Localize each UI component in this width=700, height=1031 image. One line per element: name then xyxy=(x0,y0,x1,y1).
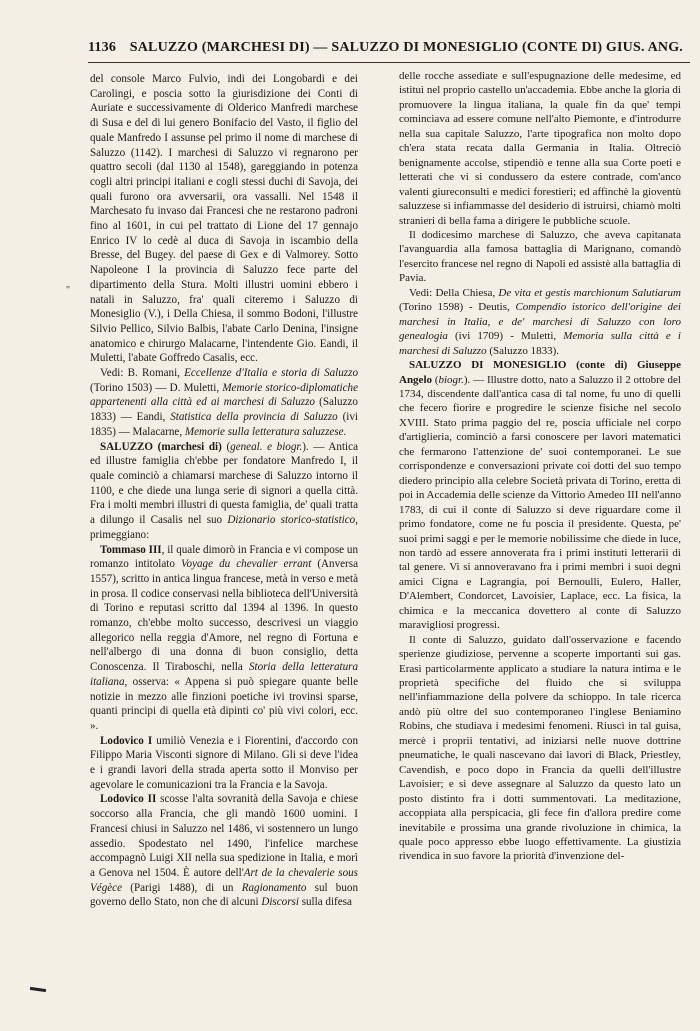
margin-mark: " xyxy=(66,285,71,296)
entry-paragraph: SALUZZO (marchesi di) (geneal. e biogr.). — Antica ed illustre famiglia ch'ebbe per fondatore Manfredo I, il quale cominciò a chiamarsi marchese di Saluzzo intorno il 1100, e che diede una lunga serie di signori a quella città. Fra i molti membri illustri di questa famiglia, de' quali tratta a dilungo il Casalis nel suo Dizionario storico-statistico, primeggiano: xyxy=(90,440,359,541)
page-header xyxy=(88,40,688,56)
page-number: 1136 xyxy=(88,40,117,55)
paragraph: Il dodicesimo marchese di Saluzzo, che aveva capitanata l'avanguardia alla famosa battaglia di Marignano, comandò l'esercito francese nel regno di Napoli ed assistè alla battaglia di Pavia. xyxy=(399,228,681,285)
paragraph: del console Marco Fulvio, indi dei Longobardi e dei Carolingi, e poscia sotto la giurisdizione dei Conti di Auriate e successivamente di Olderico Manfredi marchese di Susa e del di lui genero Bonifacio del Vasto, il figlio del quale Manfredo I assunse pel primo il nome di marchese di Saluzzo (1142). I marchesi di Saluzzo vi regnarono per quattro secoli (dal 1130 al 1548), gareggiando in potenza cogli altri principi italiani e cogli stessi duchi di Savoja, dei quali furono ora avversarii, ora vassalli. Nel 1548 il Marchesato fu invaso dai Francesi che ne restarono padroni fino al 1601, in cui pel trattato di Lione del 17 gennajo Enrico IV lo cedè al duca di Savoja in iscambio della Bresse, del Bugey. del paese di Gex e di Valmorey. Sotto Napoleone I la provincia di Saluzzo fece parte del dipartimento della Stura. Molti illustri uomini ebbero i natali in Saluzzo, fra' quali citeremo i Saluzzo di Monesiglio (V.), i Della Chiesa, il sommo Bodoni, l'illustre Silvio Pellico, Silvio Balbis, l'abate Carlo Denina, l'insigne anatomico e chirurgo Malacarne, l'intendente Gio. Eandi, il Muletti, l'abate Goffredo Casalis, ecc. xyxy=(90,73,358,365)
entry-paragraph: SALUZZO DI MONESIGLIO (conte di) Giuseppe Angelo (biogr.). — Illustre dotto, nato a Saluzzo il 2 ottobre del 1734, discendente dall'antica casa di tal nome, fu uno di quelli che fecero fiorire e progredire le scienze fisiche nel secolo XVIII. Stato prima paggio del re, poscia ufficiale nel corpo d'artiglieria, cominciò a farsi conoscere per lavori matematici che fermarono l'attenzione de' suoi contemporanei. Le sue corrispondenze e conversazioni private coi dotti del suo tempo diedero principio alla celebre Società privata di Torino, eretta di poi in Accademia delle scienze da Vittorio Amedeo III nell'anno 1783, di cui il conte di Saluzzo si deve riguardare come il primo fondatore, come ne fu poscia il presidente. Questa, pe' suoi primi saggi e per le memorie nobilissime che diede in luce, non tardò ad essere annoverata fra i primi instituti letterarii di tal genere. Vi si annoveravano fra i primi membri i suoi degni amici Cigna e Lagrangia, poi Bernoulli, Eulero, Haller, D'Alembert, Condorcet, Lavoisier, Laplace, ecc. La fisica, la chimica e la meccanica dovettero al conte di Saluzzo maravigliosi progressi. xyxy=(399,359,681,632)
paragraph: Il conte di Saluzzo, guidato dall'osservazione e facendo sperienze giudiziose, pervenne a scoperte importanti sui gas. Erasi particolarmente applicato a studiare la natura intima e le proprietà specifiche del fluido che si sviluppa nell'infiammazione della polvere da schioppo. In tale ricerca andò più oltre del suo contemporaneo l'inglese Beniamino Robins, che studiava i medesimi fenomeni. Riuscì in tal guisa, mercè i proprii tentativi, ad iniziarsi nelle nuove dottrine pneumatiche, le quali nascevano dai lavori di Black, Priestley, Cavendish, e poco dopo in Francia da quelli dell'illustre Lavoisier; e si deve assegnare al Saluzzo da questo lato un posto distinto fra i dotti summentovati. La meditazione, accoppiata alla perspicacia, gli fece fin d'allora predire come inevitabile e prossima una grande rivoluzione in chimica, la quale poco appresso ebbe luogo effettivamente. La giustizia rivendica in suo favore la priorità d'invenzione del- xyxy=(399,633,681,863)
left-column xyxy=(90,72,358,910)
ink-mark xyxy=(30,987,46,992)
entry-heading: SALUZZO DI MONESIGLIO (conte di) Giuseppe Angelo xyxy=(399,359,681,386)
paragraph: Tommaso III, il quale dimorò in Francia e vi compose un romanzo intitolato Voyage du chevalier errant (Anversa 1557), scritto in antica lingua francese, metà in verso e metà in prosa. Il codice conservasi nella biblioteca dell'Università di Torino e reputasi scritto dal 1394 al 1396. In questo romanzo, ch'ebbe molto successo, descrivesi un viaggio allegorico nella reggia d'Amore, nel regno di Fortuna e nell'albergo di una donna di buon consiglio, detta Conoscenza. Il Tiraboschi, nella Storia della letteratura italiana, osserva: « Appena si può spiegare quante belle notizie in mezzo alle finzioni poetiche ivi trovinsi sparse, quanti principi di quella età dipinti co' più vivi colori, ecc. ». xyxy=(90,543,359,732)
running-title: SALUZZO (MARCHESI DI) — SALUZZO DI MONESIGLIO (CONTE DI) GIUS. ANG. xyxy=(129,40,683,55)
right-column xyxy=(399,69,681,864)
paragraph: Vedi: B. Romani, Eccellenze d'Italia e storia di Saluzzo (Torino 1503) — D. Muletti, Memorie storico-diplomatiche appartenenti alla città ed ai marchesi di Saluzzo (Saluzzo 1833) — Eandi, Statistica della provincia di Saluzzo (ivi 1835) — Malacarne, Memorie sulla letteratura saluzzese. xyxy=(90,367,358,438)
paragraph: Lodovico II scosse l'alta sovranità della Savoja e chiese soccorso alla Francia, che gli mandò 1600 uomini. I Francesi chiusi in Saluzzo nel 1486, vi sostennero un lungo assedio. Spodestato nel 1490, l'infelice marchese accompagnò Luigi XII nella sua spedizione in Italia, e morì a Genova nel 1504. È autore dell'Art de la chevalerie sous Végèce (Parigi 1488), di un Ragionamento sul buon governo dello Stato, non che di alcuni Discorsi sulla difesa xyxy=(90,793,359,909)
paragraph: Lodovico I umiliò Venezia e i Fiorentini, d'accordo con Filippo Maria Visconti signore di Milano. Gli si deve l'idea e i grandi lavori della strada aperta sotto il Monviso per agevolare le comunicazioni tra la Francia e la Savoja. xyxy=(90,734,358,791)
paragraph: delle rocche assediate e sull'espugnazione delle medesime, ed istituì nel proprio castello un'accademia. Ebbe anche la gloria di promuovere la lingua italiana, la quale fin da que' tempi cominciava ad essere comune nell'alto Piemonte, e d'introdurre nella sua capitale Saluzzo, l'arte tipografica non molto dopo ch'era stata recata dalla Germania in Italia. Oltreciò benignamente accolse, stipendiò e tenne alla sua Corte poeti e letterati che vi si condussero da estere contrade, com'anco valenti giureconsulti e medici forestieri; ed affinchè la gioventù saluzzese si infiammasse del desiderio di istruirsi, chiamò molti stranieri di bella fama a dirigere le pubbliche scuole. xyxy=(399,70,681,227)
header-rule xyxy=(88,62,690,63)
entry-heading: SALUZZO (marchesi di) xyxy=(100,440,222,453)
paragraph: Vedi: Della Chiesa, De vita et gestis marchionum Salutiarum (Torino 1598) - Deutis, Compendio istorico dell'origine dei marchesi in Italia, e de' marchesi di Saluzzo con loro genealogia (ivi 1709) - Muletti, Memoria sulla città e i marchesi di Saluzzo (Saluzzo 1833). xyxy=(399,286,681,357)
